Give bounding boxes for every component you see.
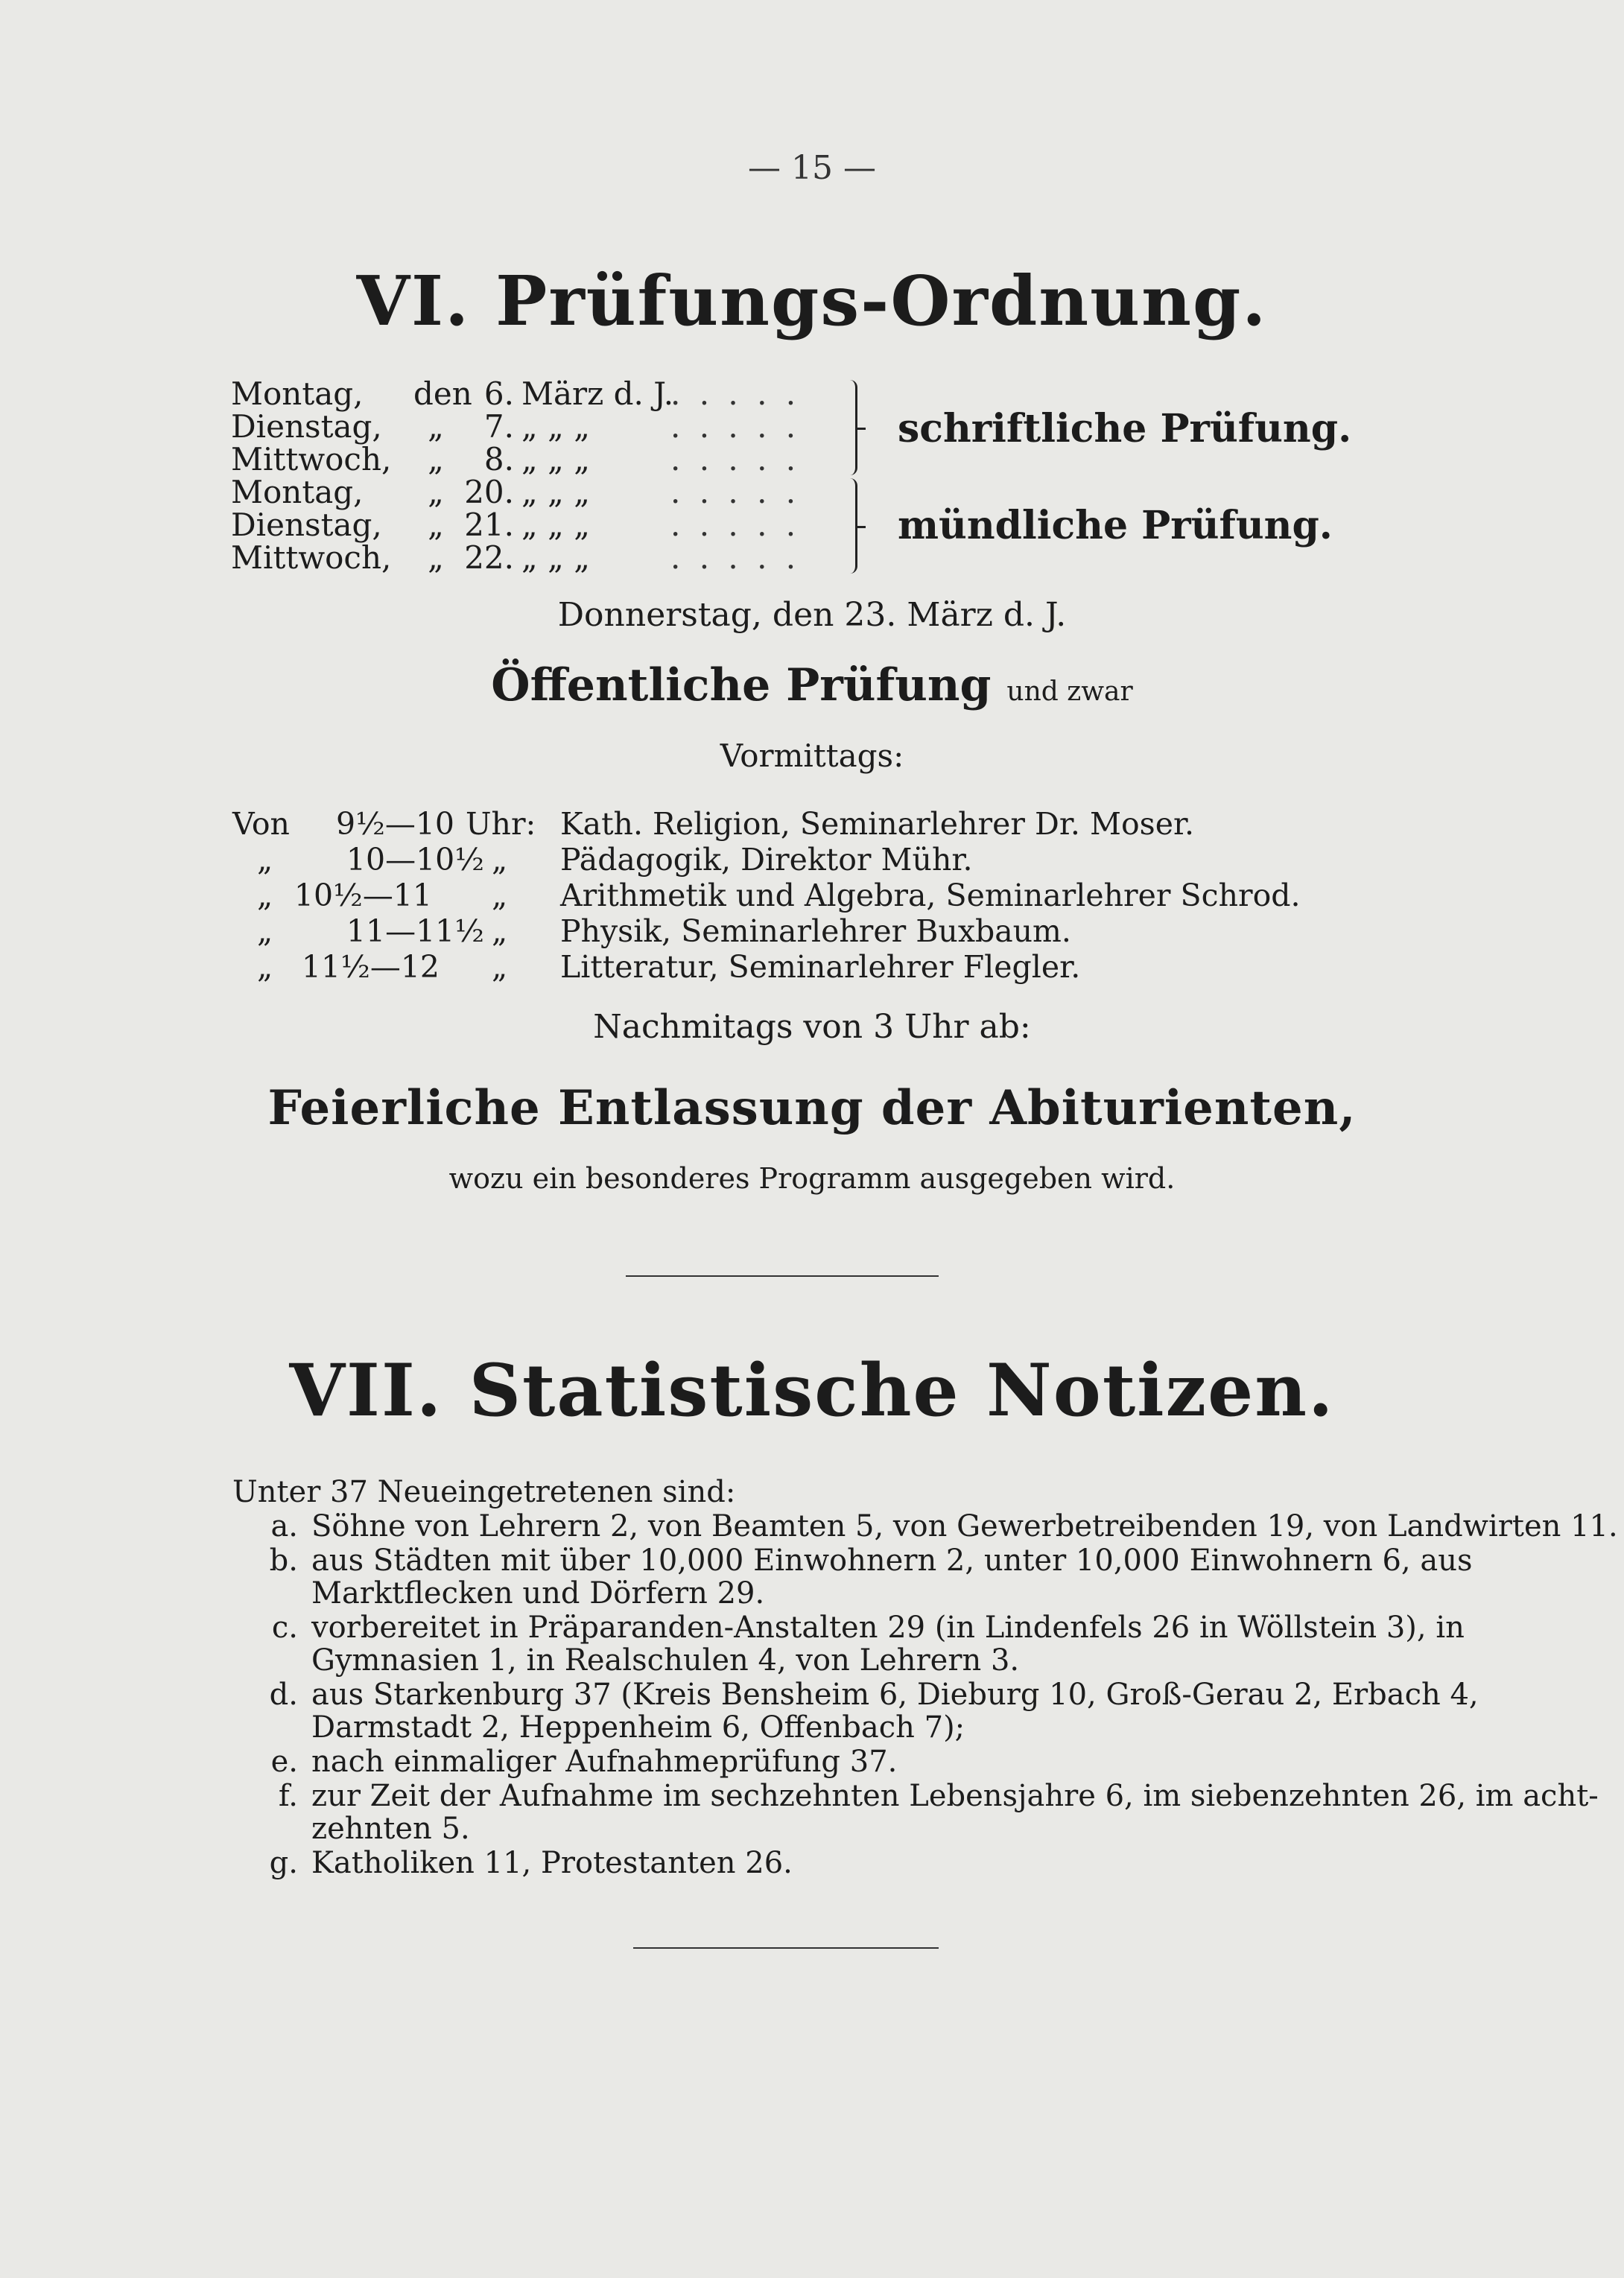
schedule-month: „ „ „: [521, 539, 590, 576]
lesson-von: „: [257, 913, 273, 949]
item-line: aus Starkenburg 37 (Kreis Bensheim 6, Dieburg 10, Groß-Gerau 2, Erbach 4,: [311, 1678, 1479, 1712]
lesson-von: Von: [232, 806, 290, 842]
lesson-subject: Kath. Religion, Seminarlehrer Dr. Moser.: [560, 806, 1195, 842]
lesson-uhr: Uhr:: [466, 806, 536, 842]
lesson-time: 10½—11: [294, 878, 432, 913]
lesson-time: 11½—12: [301, 949, 440, 985]
schedule-dots: . . . . .: [670, 441, 801, 478]
public-exam-title: Öffentliche Prüfung: [491, 659, 992, 711]
item-line: zehnten 5.: [311, 1812, 470, 1846]
item-letter: g.: [269, 1846, 298, 1880]
lesson-time: 10—10½: [346, 842, 484, 878]
schedule-date: 8.: [483, 441, 514, 478]
item-letter: b.: [269, 1543, 298, 1578]
oral-exam-label: mündliche Prüfung.: [898, 503, 1333, 548]
morning-heading: Vormittags:: [720, 737, 904, 774]
lesson-time: 9½—10: [336, 806, 454, 842]
item-line: Gymnasien 1, in Realschulen 4, von Lehrern 3.: [311, 1643, 1020, 1678]
schedule-den: den: [413, 375, 472, 412]
item-line: Söhne von Lehrern 2, von Beamten 5, von Gewerbetreibenden 19, von Landwirten 11.: [311, 1509, 1618, 1543]
lesson-von: „: [257, 842, 273, 878]
end-divider: [633, 1947, 939, 1949]
schedule-dots: . . . . .: [670, 474, 801, 510]
lesson-uhr: „: [492, 913, 508, 949]
schedule-day: Mittwoch,: [231, 539, 392, 576]
lesson-subject: Physik, Seminarlehrer Buxbaum.: [560, 913, 1071, 949]
lesson-von: „: [257, 949, 273, 985]
schedule-month: „ „ „: [521, 441, 590, 478]
schedule-den: „: [428, 539, 444, 576]
schedule-date: 22.: [464, 539, 514, 576]
schedule-den: „: [428, 408, 444, 445]
item-line: zur Zeit der Aufnahme im sechzehnten Lebensjahre 6, im siebenzehnten 26, im acht-: [311, 1779, 1599, 1813]
schedule-month: „ „ „: [521, 474, 590, 510]
ceremony-heading: Feierliche Entlassung der Abiturienten,: [267, 1080, 1357, 1136]
afternoon-heading: Nachmitags von 3 Uhr ab:: [593, 1008, 1031, 1046]
item-line: aus Städten mit über 10,000 Einwohnern 2, unter 10,000 Einwohnern 6, aus: [311, 1543, 1473, 1578]
schedule-month: März d. J.: [521, 375, 674, 412]
schedule-day: Mittwoch,: [231, 441, 392, 478]
section-7-title: VII. Statistische Notizen.: [289, 1348, 1335, 1433]
thursday-line: Donnerstag, den 23. März d. J.: [557, 596, 1067, 634]
item-letter: e.: [270, 1745, 298, 1779]
lesson-von: „: [257, 878, 273, 913]
schedule-day: Montag,: [231, 474, 364, 510]
lesson-subject: Arithmetik und Algebra, Seminarlehrer Schrod.: [560, 878, 1301, 913]
schedule-dots: . . . . .: [670, 375, 801, 412]
item-line: Katholiken 11, Protestanten 26.: [311, 1846, 793, 1880]
item-letter: a.: [270, 1509, 298, 1543]
item-letter: f.: [278, 1779, 298, 1813]
public-exam-suffix: und zwar: [1006, 676, 1133, 707]
schedule-day: Dienstag,: [231, 507, 382, 543]
schedule-dots: . . . . .: [670, 539, 801, 576]
lesson-subject: Litteratur, Seminarlehrer Flegler.: [560, 949, 1081, 985]
brace-oral: [842, 478, 857, 574]
schedule-month: „ „ „: [521, 408, 590, 445]
schedule-dots: . . . . .: [670, 507, 801, 543]
schedule-den: „: [428, 507, 444, 543]
page-number: — 15 —: [748, 149, 876, 187]
schedule-day: Montag,: [231, 375, 364, 412]
program-note: wozu ein besonderes Programm ausgegeben wird.: [448, 1162, 1176, 1195]
item-letter: d.: [269, 1678, 298, 1712]
written-exam-label: schriftliche Prüfung.: [898, 406, 1352, 451]
lesson-uhr: „: [492, 842, 508, 878]
section-6-title: VI. Prüfungs-Ordnung.: [356, 261, 1268, 341]
statistics-intro: Unter 37 Neueingetretenen sind:: [232, 1475, 736, 1509]
schedule-dots: . . . . .: [670, 408, 801, 445]
brace-written: [842, 380, 857, 475]
schedule-date: 21.: [464, 507, 514, 543]
lesson-time: 11—11½: [346, 913, 484, 949]
schedule-month: „ „ „: [521, 507, 590, 543]
lesson-uhr: „: [492, 878, 508, 913]
lesson-subject: Pädagogik, Direktor Mühr.: [560, 842, 973, 878]
item-line: vorbereitet in Präparanden-Anstalten 29 (in Lindenfels 26 in Wöllstein 3), in: [311, 1611, 1465, 1645]
schedule-date: 6.: [483, 375, 514, 412]
lesson-uhr: „: [492, 949, 508, 985]
schedule-den: „: [428, 474, 444, 510]
schedule-date: 20.: [464, 474, 514, 510]
item-line: Darmstadt 2, Heppenheim 6, Offenbach 7);: [311, 1710, 965, 1745]
schedule-day: Dienstag,: [231, 408, 382, 445]
item-letter: c.: [271, 1611, 298, 1645]
section-divider: [626, 1275, 939, 1277]
item-line: Marktflecken und Dörfern 29.: [311, 1576, 765, 1611]
schedule-den: „: [428, 441, 444, 478]
item-line: nach einmaliger Aufnahmeprüfung 37.: [311, 1745, 898, 1779]
schedule-date: 7.: [483, 408, 514, 445]
public-exam-heading: [0, 659, 1624, 711]
